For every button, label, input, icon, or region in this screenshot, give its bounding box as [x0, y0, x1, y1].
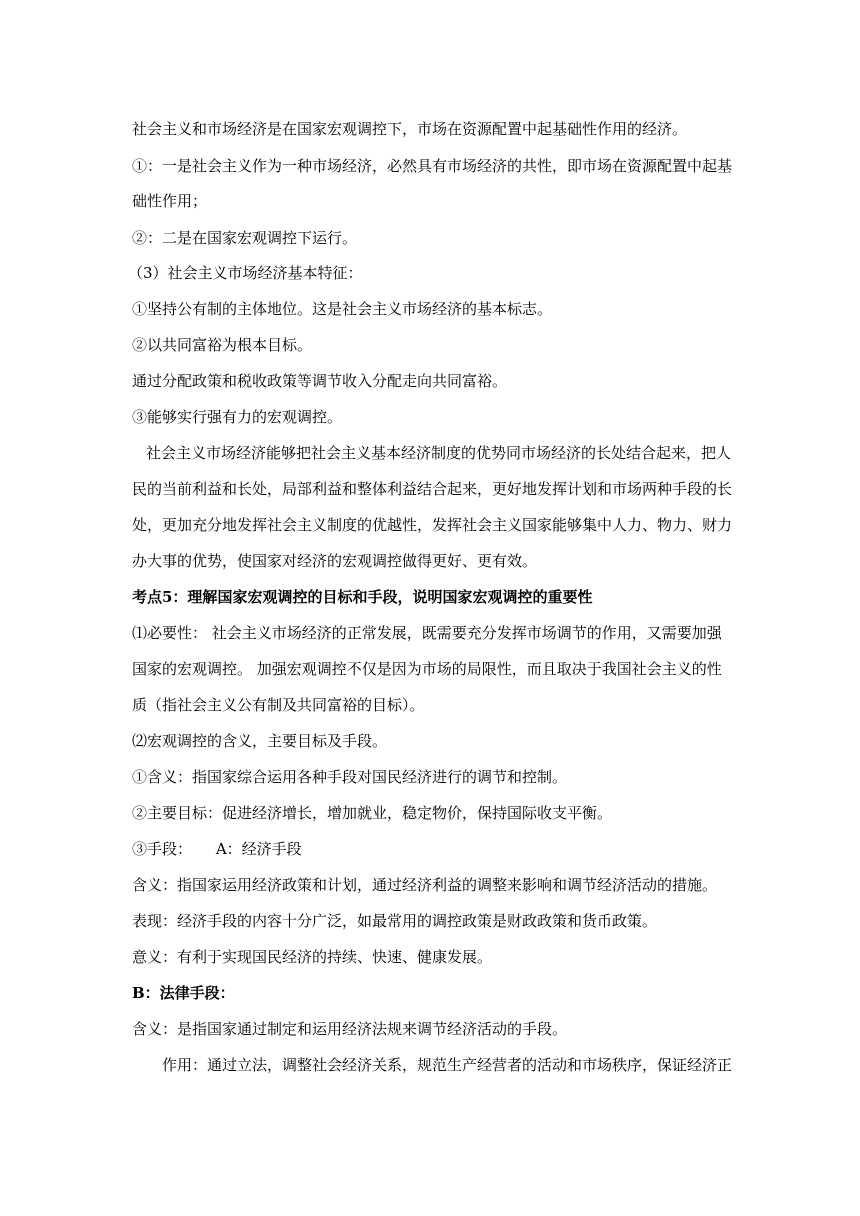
paragraph-line: ①坚持公有制的主体地位。这是社会主义市场经济的基本标志。 [132, 300, 553, 318]
paragraph-line: 通过分配政策和税收政策等调节收入分配走向共同富裕。 [132, 372, 508, 390]
paragraph-line: ②：二是在国家宏观调控下运行。 [132, 229, 358, 247]
paragraph-line: 社会主义市场经济能够把社会主义基本经济制度的优势同市场经济的长处结合起来，把人 [146, 444, 732, 462]
paragraph-line: 国家的宏观调控。 加强宏观调控不仅是因为市场的局限性，而且取决于我国社会主义的性 [132, 660, 722, 678]
paragraph-line: 含义：是指国家通过制定和运用经济法规来调节经济活动的手段。 [132, 1020, 568, 1038]
paragraph-line: ⑴必要性： 社会主义市场经济的正常发展，既需要充分发挥市场调节的作用，又需要加强 [132, 624, 722, 642]
paragraph-line: ①含义：指国家综合运用各种手段对国民经济进行的调节和控制。 [132, 768, 568, 786]
paragraph-line: ③能够实行强有力的宏观调控。 [132, 408, 343, 426]
subsection-heading: B：法律手段： [132, 984, 235, 1002]
paragraph-line: ②以共同富裕为根本目标。 [132, 336, 313, 354]
paragraph-line: 意义：有利于实现国民经济的持续、快速、健康发展。 [132, 948, 493, 966]
paragraph-line: 作用：通过立法，调整社会经济关系，规范生产经营者的活动和市场秩序，保证经济正 [162, 1056, 733, 1074]
paragraph-line: ⑵宏观调控的含义，主要目标及手段。 [132, 732, 388, 750]
section-heading: （3）社会主义市场经济基本特征： [128, 264, 363, 282]
exam-point-heading: 考点5：理解国家宏观调控的目标和手段，说明国家宏观调控的重要性 [132, 588, 593, 606]
paragraph-line: ②主要目标：促进经济增长，增加就业，稳定物价，保持国际收支平衡。 [132, 804, 613, 822]
paragraph-line: 质（指社会主义公有制及共同富裕的目标）。 [132, 696, 425, 714]
paragraph-line: 办大事的优势，使国家对经济的宏观调控做得更好、更有效。 [132, 552, 538, 570]
paragraph-line: 含义：指国家运用经济政策和计划，通过经济利益的调整来影响和调节经济活动的措施。 [132, 876, 718, 894]
paragraph-line: 民的当前利益和长处，局部利益和整体利益结合起来，更好地发挥计划和市场两种手段的长 [132, 480, 733, 498]
paragraph-line: 社会主义和市场经济是在国家宏观调控下，市场在资源配置中起基础性作用的经济。 [132, 120, 688, 138]
paragraph-line: 础性作用； [132, 192, 208, 210]
paragraph-line: ③手段： A：经济手段 [132, 840, 302, 858]
paragraph-line: 处，更加充分地发挥社会主义制度的优越性，发挥社会主义国家能够集中人力、物力、财力 [132, 516, 733, 534]
paragraph-line: ①：一是社会主义作为一种市场经济，必然具有市场经济的共性，即市场在资源配置中起基 [132, 157, 733, 175]
paragraph-line: 表现：经济手段的内容十分广泛，如最常用的调控政策是财政政策和货币政策。 [132, 912, 658, 930]
